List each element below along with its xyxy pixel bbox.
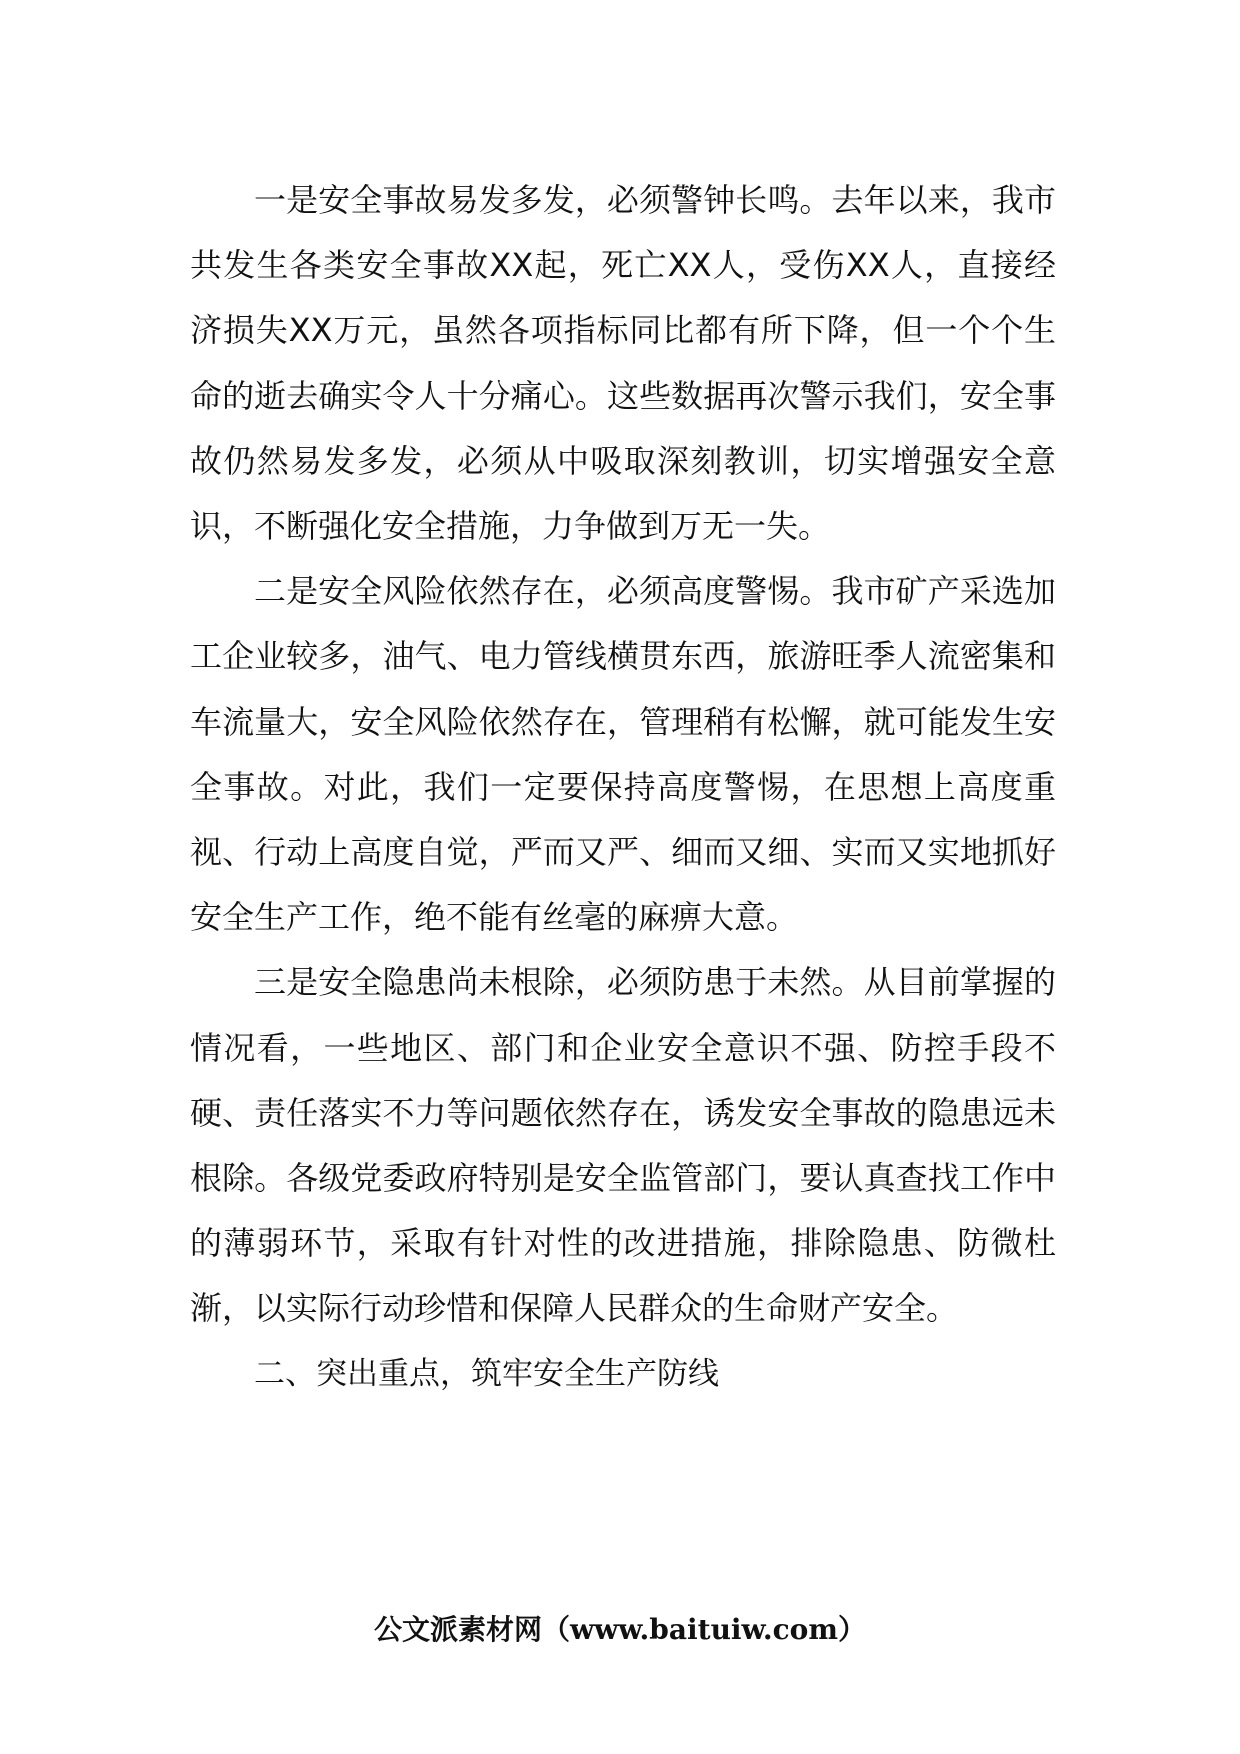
paragraph-safety-hazards: 三是安全隐患尚未根除，必须防患于未然。从目前掌握的情况看，一些地区、部门和企业安全意识不强、防控手段不硬、责任落实不力等问题依然存在，诱发安全事故的隐患远未根除。各级党委政府特别是安全监管部门，要认真查找工作中的薄弱环节，采取有针对性的改进措施，排除隐患、防微杜渐，以实际行动珍惜和保障人民群众的生命财产安全。	[190, 963, 1056, 1328]
paragraph-safety-accidents: 一是安全事故易发多发，必须警钟长鸣。去年以来，我市共发生各类安全事故XX起，死亡XX人，受伤XX人，直接经济损失XX万元，虽然各项指标同比都有所下降，但一个个生命的逝去确实令人十分痛心。这些数据再次警示我们，安全事故仍然易发多发，必须从中吸取深刻教训，切实增强安全意识，不断强化安全措施，力争做到万无一失。	[190, 181, 1056, 546]
paragraph-safety-risks: 二是安全风险依然存在，必须高度警惕。我市矿产采选加工企业较多，油气、电力管线横贯东西，旅游旺季人流密集和车流量大，安全风险依然存在，管理稍有松懈，就可能发生安全事故。对此，我们一定要保持高度警惕，在思想上高度重视、行动上高度自觉，严而又严、细而又细、实而又实地抓好安全生产工作，绝不能有丝毫的麻痹大意。	[190, 572, 1056, 937]
document-body	[190, 168, 1056, 1407]
section-heading: 二、突出重点，筑牢安全生产防线	[254, 1355, 719, 1392]
footer-watermark: 公文派素材网（www.baituiw.com）	[374, 1613, 866, 1646]
